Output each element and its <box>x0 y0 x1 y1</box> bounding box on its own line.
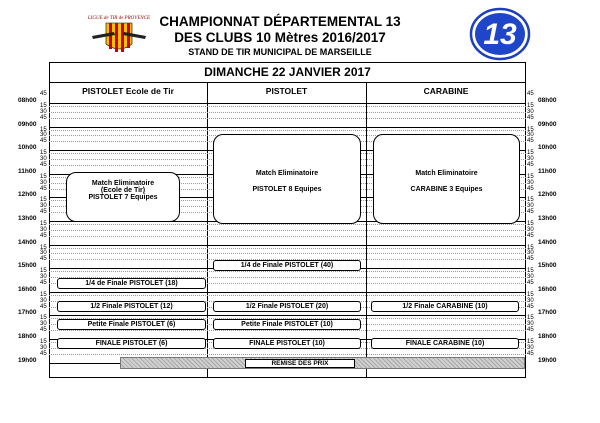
hour-label-left: 09h00 <box>18 120 37 128</box>
quarter-label-left: 45 <box>40 350 47 357</box>
quarter-line <box>49 230 526 231</box>
quarter-line <box>49 330 526 331</box>
remise-des-prix-label: REMISE DES PRIX <box>245 359 355 368</box>
quarter-label-right: 45 <box>527 327 534 334</box>
quarter-label-right: 30 <box>527 297 534 304</box>
event-demi-finale-ecole: 1/2 Finale PISTOLET (12) <box>57 301 206 312</box>
quarter-label-left: 15 <box>40 220 47 227</box>
venue-line: STAND DE TIR MUNICIPAL DE MARSEILLE <box>188 47 372 57</box>
hour-label-right: 13h00 <box>538 215 557 222</box>
hour-label-left: 17h00 <box>18 309 37 317</box>
quarter-line <box>49 106 526 107</box>
quarter-line <box>49 248 526 249</box>
quarter-label-right: 15 <box>527 338 534 345</box>
quarter-label-left: 15 <box>40 338 47 345</box>
quarter-label-left: 45 <box>40 256 47 263</box>
quarter-label-left: 45 <box>40 91 47 97</box>
hour-line <box>49 245 526 246</box>
column-header-ecole: PISTOLET Ecole de Tir <box>82 86 174 96</box>
hour-label-left: 16h00 <box>18 285 37 293</box>
event-match-ecole: Match Eliminatoire (Ecole de Tir) PISTOLET 7 Equipes <box>66 172 180 222</box>
quarter-label-left: 30 <box>40 203 47 210</box>
quarter-line <box>49 112 526 113</box>
badge-number: 13 <box>483 18 517 51</box>
quarter-label-right: 15 <box>527 220 534 227</box>
quarter-label-left: 30 <box>40 250 47 257</box>
quarter-label-right: 45 <box>527 91 534 97</box>
svg-text:LIGUE de TIR de PROVENCE: LIGUE de TIR de PROVENCE <box>88 16 150 21</box>
title-line-2: DES CLUBS 10 Mètres 2016/2017 <box>174 30 386 45</box>
quarter-label-right: 15 <box>527 315 534 322</box>
quarter-label-right: 30 <box>527 226 534 233</box>
quarter-label-right: 30 <box>527 344 534 351</box>
quarter-label-left: 45 <box>40 138 47 145</box>
hour-label-right: 19h00 <box>538 356 557 364</box>
quarter-label-right: 15 <box>527 268 534 275</box>
quarter-label-right: 45 <box>527 114 534 121</box>
quarter-label-right: 30 <box>527 250 534 257</box>
event-demi-finale-carabine: 1/2 Finale CARABINE (10) <box>371 301 519 312</box>
quarter-label-left: 45 <box>40 327 47 334</box>
quarter-label-left: 15 <box>40 173 47 180</box>
hour-label-right: 17h00 <box>538 309 557 317</box>
quarter-label-right: 45 <box>527 138 534 145</box>
quarter-label-right: 15 <box>527 102 534 109</box>
quarter-label-left: 45 <box>40 161 47 168</box>
hour-label-left: 11h00 <box>18 167 37 175</box>
hour-label-left: 18h00 <box>18 333 37 340</box>
quarter-line <box>49 271 526 272</box>
hour-label-left: 15h00 <box>18 262 37 270</box>
hour-line <box>49 292 526 293</box>
hour-label-right: 11h00 <box>538 167 557 175</box>
quarter-label-right: 45 <box>527 161 534 168</box>
event-finale-carabine: FINALE CARABINE (10) <box>371 338 519 349</box>
quarter-label-left: 45 <box>40 279 47 286</box>
hour-line <box>49 315 526 316</box>
hour-line <box>49 127 526 128</box>
quarter-label-right: 15 <box>527 291 534 298</box>
hour-label-left: 14h00 <box>18 238 37 246</box>
event-quart-finale-ecole: 1/4 de Finale PISTOLET (18) <box>57 278 206 289</box>
hour-label-right: 10h00 <box>538 144 557 152</box>
quarter-label-left: 30 <box>40 321 47 328</box>
hour-label-right: 14h00 <box>538 238 557 246</box>
quarter-line <box>49 295 526 296</box>
quarter-label-right: 30 <box>527 274 534 280</box>
quarter-label-left: 45 <box>40 209 47 216</box>
quarter-label-left: 30 <box>40 156 47 162</box>
hour-label-right: 12h00 <box>538 191 557 199</box>
quarter-label-left: 45 <box>40 232 47 239</box>
quarter-label-left: 15 <box>40 315 47 322</box>
quarter-label-left: 45 <box>40 303 47 310</box>
hour-label-right: 16h00 <box>538 285 557 293</box>
department-13-badge <box>469 6 531 62</box>
quarter-label-left: 30 <box>40 226 47 233</box>
quarter-label-right: 45 <box>527 185 534 192</box>
hour-label-left: 19h00 <box>18 356 37 364</box>
event-finale-pistolet: FINALE PISTOLET (10) <box>213 338 361 349</box>
quarter-label-right: 45 <box>527 350 534 357</box>
column-header-pistolet: PISTOLET <box>265 86 308 96</box>
quarter-label-left: 15 <box>40 102 47 109</box>
hour-label-right: 09h00 <box>538 120 557 128</box>
event-match-carabine: Match Eliminatoire CARABINE 3 Equipes <box>373 134 520 224</box>
event-petite-finale-pistolet: Petite Finale PISTOLET (10) <box>213 319 361 330</box>
quarter-label-left: 30 <box>40 179 47 186</box>
event-demi-finale-pistolet: 1/2 Finale PISTOLET (20) <box>213 301 361 312</box>
title-line-1: CHAMPIONNAT DÉPARTEMENTAL 13 <box>159 14 401 29</box>
quarter-line <box>49 236 526 237</box>
hour-label-right: 15h00 <box>538 262 557 270</box>
quarter-label-left: 30 <box>40 108 47 115</box>
quarter-label-right: 15 <box>527 244 534 251</box>
event-petite-finale-ecole: Petite Finale PISTOLET (6) <box>57 319 206 330</box>
hour-label-left: 10h00 <box>18 144 37 152</box>
quarter-label-left: 30 <box>40 274 47 280</box>
quarter-label-right: 45 <box>527 303 534 310</box>
quarter-label-right: 45 <box>527 209 534 216</box>
quarter-label-left: 30 <box>40 297 47 304</box>
hour-label-left: 08h00 <box>18 97 37 104</box>
quarter-label-left: 15 <box>40 244 47 251</box>
quarter-line <box>49 118 526 119</box>
quarter-line <box>49 224 526 225</box>
event-finale-ecole: FINALE PISTOLET (6) <box>57 338 206 349</box>
quarter-label-right: 15 <box>527 173 534 180</box>
quarter-label-left: 30 <box>40 132 47 139</box>
column-header-carabine: CARABINE <box>423 86 469 96</box>
quarter-label-right: 15 <box>527 126 534 133</box>
quarter-label-right: 30 <box>527 203 534 210</box>
quarter-label-right: 45 <box>527 232 534 239</box>
hour-label-right: 08h00 <box>538 97 557 104</box>
quarter-label-left: 15 <box>40 197 47 204</box>
quarter-line <box>49 130 526 131</box>
quarter-label-left: 15 <box>40 150 47 157</box>
quarter-label-left: 45 <box>40 185 47 192</box>
quarter-label-right: 30 <box>527 321 534 328</box>
quarter-label-right: 30 <box>527 156 534 162</box>
quarter-label-left: 15 <box>40 126 47 133</box>
quarter-line <box>49 354 526 355</box>
event-match-pistolet: Match Eliminatoire PISTOLET 8 Equipes <box>213 134 361 224</box>
hour-line <box>49 103 526 104</box>
quarter-label-left: 15 <box>40 268 47 275</box>
quarter-label-right: 45 <box>527 256 534 263</box>
quarter-line <box>49 253 526 254</box>
hour-label-left: 13h00 <box>18 215 37 222</box>
hour-label-left: 12h00 <box>18 191 37 199</box>
quarter-label-left: 30 <box>40 344 47 351</box>
quarter-label-right: 45 <box>527 279 534 286</box>
quarter-label-right: 30 <box>527 132 534 139</box>
quarter-label-right: 30 <box>527 179 534 186</box>
quarter-label-right: 15 <box>527 197 534 204</box>
quarter-label-left: 15 <box>40 291 47 298</box>
quarter-label-left: 45 <box>40 114 47 121</box>
hour-label-right: 18h00 <box>538 333 557 340</box>
quarter-label-right: 30 <box>527 108 534 115</box>
quarter-label-right: 15 <box>527 150 534 157</box>
date-bar: DIMANCHE 22 JANVIER 2017 <box>49 62 526 82</box>
event-quart-finale-pistolet: 1/4 de Finale PISTOLET (40) <box>213 260 361 271</box>
